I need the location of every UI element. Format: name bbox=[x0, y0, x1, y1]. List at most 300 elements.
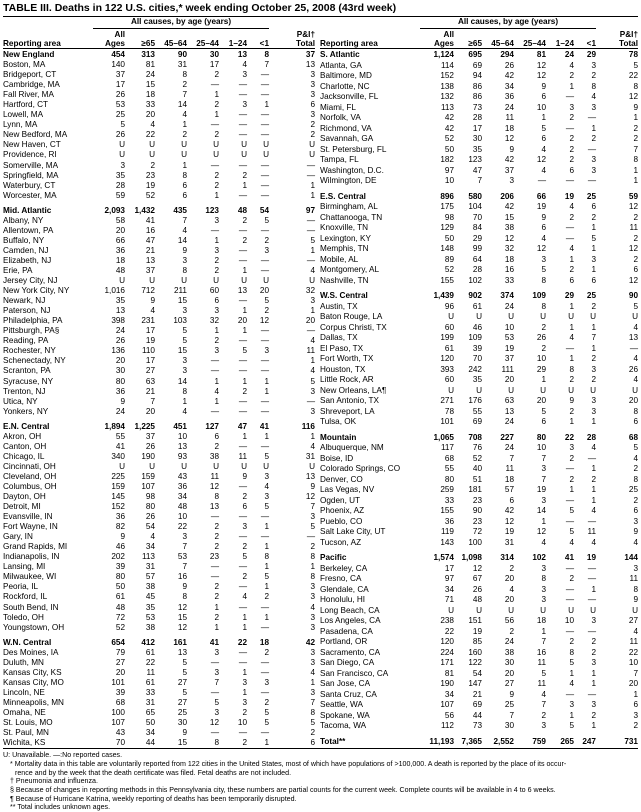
cell-a45: 15 bbox=[177, 612, 187, 622]
cell-a45: 93 bbox=[177, 451, 187, 461]
cell-a65: 47 bbox=[472, 165, 482, 175]
cell-all: 1,016 bbox=[104, 286, 125, 296]
cell-a45: 2,552 bbox=[493, 737, 514, 747]
cell-a45: 37 bbox=[504, 354, 514, 364]
cell-pi: 4 bbox=[310, 336, 315, 346]
cell-all: 140 bbox=[111, 60, 125, 70]
cell-all: 34 bbox=[444, 689, 454, 699]
city-row bbox=[3, 442, 315, 452]
cell-a1: 1 bbox=[569, 354, 574, 364]
cell-a45: 11 bbox=[505, 113, 514, 123]
cell-lt1: 3 bbox=[591, 406, 596, 416]
cell-a1: — bbox=[238, 441, 247, 451]
row-label: Sacramento, CA bbox=[320, 647, 381, 657]
city-row bbox=[3, 432, 315, 442]
cell-lt1: 6 bbox=[591, 275, 596, 285]
cell-a65: 580 bbox=[468, 191, 482, 201]
cell-a45: 15 bbox=[504, 212, 514, 222]
cell-all: 155 bbox=[440, 275, 454, 285]
cell-a65: 70 bbox=[472, 212, 482, 222]
cell-a25: 2 bbox=[214, 130, 219, 140]
cell-a1: 3 bbox=[242, 70, 247, 80]
cell-all: 39 bbox=[115, 687, 125, 697]
cell-a65: 41 bbox=[145, 215, 155, 225]
cell-pi: 2 bbox=[633, 254, 638, 264]
city-row bbox=[320, 496, 638, 506]
cell-all: 224 bbox=[440, 647, 454, 657]
cell-all: 79 bbox=[115, 647, 125, 657]
cell-lt1: — bbox=[587, 595, 596, 605]
cell-all: 132 bbox=[440, 92, 454, 102]
cell-a1: 1 bbox=[242, 306, 247, 316]
city-row bbox=[3, 623, 315, 633]
cell-a25: 4 bbox=[214, 386, 219, 396]
cell-a45: 14 bbox=[177, 100, 187, 110]
cell-pi: — bbox=[306, 255, 315, 265]
cell-pi: 2 bbox=[310, 542, 315, 552]
cell-a45: 103 bbox=[173, 316, 187, 326]
cell-lt1: 1 bbox=[264, 376, 269, 386]
cell-a45: 294 bbox=[500, 50, 514, 60]
row-label: Gary, IN bbox=[3, 532, 33, 542]
row-label: Philadelphia, PA bbox=[3, 316, 63, 326]
row-label: Bridgeport, CT bbox=[3, 70, 57, 80]
cell-all: 340 bbox=[111, 451, 125, 461]
row-label: New Orleans, LA¶ bbox=[320, 385, 387, 395]
cell-a65: 31 bbox=[145, 697, 155, 707]
cell-a45: U bbox=[508, 312, 514, 322]
cell-pi: 2 bbox=[633, 123, 638, 133]
cell-a1: — bbox=[565, 176, 574, 186]
cell-a1: — bbox=[238, 245, 247, 255]
cell-lt1: 1 bbox=[591, 265, 596, 275]
row-label: Minneapolis, MN bbox=[3, 697, 64, 707]
cell-pi: 20 bbox=[628, 396, 638, 406]
cell-a1: 13 bbox=[237, 286, 247, 296]
cell-a25: 7 bbox=[541, 700, 546, 710]
cell-a25: 17 bbox=[209, 60, 219, 70]
cell-a25: 3 bbox=[214, 667, 219, 677]
cell-a65: 54 bbox=[472, 668, 482, 678]
cell-a45: 12 bbox=[504, 516, 514, 526]
cell-pi: 6 bbox=[633, 265, 638, 275]
cell-lt1: 2 bbox=[591, 710, 596, 720]
cell-a65: 35 bbox=[145, 602, 155, 612]
cell-a45: 6 bbox=[182, 190, 187, 200]
row-label: W.N. Central bbox=[3, 637, 52, 647]
cell-a45: 10 bbox=[177, 512, 187, 522]
row-label: Honolulu, HI bbox=[320, 595, 366, 605]
cell-a1: 1 bbox=[569, 710, 574, 720]
col-header-all-ages-right: All Ages bbox=[420, 29, 454, 49]
cell-all: 1,439 bbox=[433, 291, 454, 301]
cell-a65: 181 bbox=[468, 485, 482, 495]
cell-a25: 23 bbox=[209, 552, 219, 562]
cell-a65: 33 bbox=[145, 687, 155, 697]
cell-lt1: 2 bbox=[591, 375, 596, 385]
cell-lt1: 2 bbox=[264, 647, 269, 657]
cell-pi: 4 bbox=[310, 667, 315, 677]
cell-a25: 109 bbox=[532, 291, 546, 301]
cell-a25: 5 bbox=[541, 123, 546, 133]
row-label: Grand Rapids, MI bbox=[3, 542, 68, 552]
city-row bbox=[320, 354, 638, 364]
city-row bbox=[3, 326, 315, 336]
cell-a25: — bbox=[537, 176, 546, 186]
row-label: Fall River, MA bbox=[3, 90, 54, 100]
city-row bbox=[320, 648, 638, 658]
cell-a25: 5 bbox=[214, 697, 219, 707]
city-row bbox=[3, 502, 315, 512]
cell-a25: 2 bbox=[214, 265, 219, 275]
cell-pi: 25 bbox=[628, 485, 638, 495]
cell-all: U bbox=[448, 312, 454, 322]
cell-a65: 61 bbox=[472, 301, 482, 311]
cell-a1: 29 bbox=[564, 291, 574, 301]
city-row bbox=[320, 407, 638, 417]
cell-lt1: 2 bbox=[591, 354, 596, 364]
cell-a65: 48 bbox=[472, 595, 482, 605]
city-row bbox=[3, 482, 315, 492]
cell-a45: 42 bbox=[504, 155, 514, 165]
cell-lt1: 7 bbox=[591, 333, 596, 343]
cell-all: 48 bbox=[115, 602, 125, 612]
cell-all: 39 bbox=[115, 562, 125, 572]
cell-all: 225 bbox=[111, 471, 125, 481]
cell-a65: 109 bbox=[468, 333, 482, 343]
right-table-body bbox=[320, 49, 638, 749]
cell-a1: 13 bbox=[237, 50, 247, 59]
row-label: San Jose, CA bbox=[320, 679, 371, 689]
city-row bbox=[3, 542, 315, 552]
cell-pi: 3 bbox=[310, 406, 315, 416]
cell-a65: 70 bbox=[472, 354, 482, 364]
cell-a65: 47 bbox=[145, 235, 155, 245]
cell-a45: 30 bbox=[504, 721, 514, 731]
cell-all: 117 bbox=[440, 443, 454, 453]
cell-a25: 3 bbox=[541, 495, 546, 505]
cell-a25: 102 bbox=[532, 553, 546, 563]
cell-a1: 6 bbox=[569, 165, 574, 175]
cell-a45: 42 bbox=[504, 506, 514, 516]
cell-pi: 731 bbox=[624, 737, 638, 747]
footnote: U: Unavailable. —:No reported cases. bbox=[3, 751, 123, 760]
cell-a65: 39 bbox=[472, 343, 482, 353]
cell-a65: 85 bbox=[472, 637, 482, 647]
cell-a1: 2 bbox=[242, 235, 247, 245]
cell-all: 120 bbox=[440, 637, 454, 647]
cell-a1: — bbox=[565, 223, 574, 233]
cell-a65: 28 bbox=[472, 265, 482, 275]
row-label: Des Moines, IA bbox=[3, 647, 59, 657]
cell-a25: 3 bbox=[214, 215, 219, 225]
cell-all: 145 bbox=[111, 492, 125, 502]
cell-a25: 127 bbox=[205, 421, 219, 431]
cell-lt1: — bbox=[587, 453, 596, 463]
city-row bbox=[3, 80, 315, 90]
cell-a1: 2 bbox=[242, 386, 247, 396]
cell-a1: — bbox=[565, 464, 574, 474]
cell-a1: 1 bbox=[242, 180, 247, 190]
cell-pi: 4 bbox=[633, 322, 638, 332]
cell-a65: 86 bbox=[472, 92, 482, 102]
cell-a1: 10 bbox=[237, 718, 247, 728]
cell-pi: 22 bbox=[628, 647, 638, 657]
city-row bbox=[3, 678, 315, 688]
col-header-all-ages: All Ages bbox=[93, 29, 125, 49]
cell-pi: 13 bbox=[628, 333, 638, 343]
cell-lt1: 1 bbox=[591, 322, 596, 332]
cell-a45: 34 bbox=[504, 81, 514, 91]
cell-a45: 42 bbox=[504, 71, 514, 81]
row-label: Norfolk, VA bbox=[320, 113, 361, 123]
cell-a1: 2 bbox=[569, 406, 574, 416]
cell-lt1: 3 bbox=[591, 165, 596, 175]
cell-lt1: 2 bbox=[264, 235, 269, 245]
cell-lt1: — bbox=[260, 366, 269, 376]
cell-a1: 8 bbox=[569, 647, 574, 657]
city-row bbox=[320, 255, 638, 265]
city-row bbox=[320, 574, 638, 584]
cell-a45: 30 bbox=[504, 658, 514, 668]
cell-a25: 41 bbox=[209, 637, 219, 647]
cell-a65: 73 bbox=[472, 102, 482, 112]
cell-a45: 56 bbox=[504, 616, 514, 626]
cell-pi: 4 bbox=[633, 375, 638, 385]
cell-a25: 18 bbox=[536, 616, 546, 626]
cell-a45: 27 bbox=[177, 677, 187, 687]
cell-a1: U bbox=[568, 312, 574, 322]
cell-all: 24 bbox=[115, 406, 125, 416]
cell-all: 96 bbox=[444, 301, 454, 311]
cell-all: 238 bbox=[440, 616, 454, 626]
cell-a1: 9 bbox=[242, 471, 247, 481]
cell-a65: U bbox=[476, 605, 482, 615]
cell-all: 68 bbox=[444, 453, 454, 463]
cell-a1: — bbox=[565, 584, 574, 594]
row-label: Cleveland, OH bbox=[3, 471, 57, 481]
cell-a25: — bbox=[210, 80, 219, 90]
cell-all: 26 bbox=[115, 130, 125, 140]
cell-pi: 1 bbox=[310, 190, 315, 200]
footnote: * Mortality data in this table are voluntarily reported from 122 cities in the United States, most of which have populations of >100,000. A death is reported by the place of its occur- bbox=[10, 759, 567, 768]
cell-a25: 2 bbox=[214, 441, 219, 451]
cell-a65: 26 bbox=[145, 441, 155, 451]
row-label: Mid. Atlantic bbox=[3, 205, 52, 215]
cell-a65: 24 bbox=[145, 70, 155, 80]
cell-a45: 8 bbox=[182, 592, 187, 602]
cell-a45: U bbox=[181, 461, 187, 471]
cell-pi: 20 bbox=[628, 679, 638, 689]
cell-pi: 31 bbox=[305, 451, 315, 461]
row-label: Dayton, OH bbox=[3, 492, 46, 502]
page bbox=[3, 0, 638, 812]
cell-a65: 99 bbox=[472, 244, 482, 254]
cell-a1: 3 bbox=[242, 677, 247, 687]
row-label: Hartford, CT bbox=[3, 100, 49, 110]
cell-all: 80 bbox=[115, 572, 125, 582]
cell-lt1: 3 bbox=[591, 658, 596, 668]
city-row bbox=[3, 150, 315, 160]
cell-lt1: 5 bbox=[264, 718, 269, 728]
footnotes bbox=[3, 751, 638, 812]
cell-all: 20 bbox=[115, 356, 125, 366]
cell-a1: — bbox=[565, 495, 574, 505]
cell-a65: 65 bbox=[145, 708, 155, 717]
cell-lt1: 19 bbox=[586, 553, 596, 563]
cell-all: 61 bbox=[115, 592, 125, 602]
row-label: Utica, NY bbox=[3, 396, 38, 406]
cell-a25: 2 bbox=[214, 532, 219, 542]
cell-all: 11,193 bbox=[429, 737, 454, 747]
cell-a25: U bbox=[213, 461, 219, 471]
cell-lt1: — bbox=[260, 170, 269, 180]
cell-a25: 1 bbox=[214, 602, 219, 612]
cell-a45: 13 bbox=[177, 441, 187, 451]
cell-a65: 94 bbox=[472, 71, 482, 81]
row-label: Dallas, TX bbox=[320, 333, 358, 343]
cell-a1: 2 bbox=[569, 155, 574, 165]
cell-pi: 2 bbox=[633, 495, 638, 505]
cell-all: 171 bbox=[440, 658, 454, 668]
cell-pi: 5 bbox=[310, 376, 315, 386]
row-label: Toledo, OH bbox=[3, 612, 44, 622]
cell-a45: 5 bbox=[182, 336, 187, 346]
cell-a1: 2 bbox=[242, 215, 247, 225]
cell-pi: 5 bbox=[633, 443, 638, 453]
cell-pi: 1 bbox=[310, 677, 315, 687]
cell-a25: 9 bbox=[541, 212, 546, 222]
city-row bbox=[320, 134, 638, 144]
row-label: Fort Wayne, IN bbox=[3, 522, 58, 532]
cell-a25: 3 bbox=[214, 306, 219, 316]
cell-a45: 206 bbox=[500, 191, 514, 201]
cell-all: 119 bbox=[440, 527, 454, 537]
city-row bbox=[3, 256, 315, 266]
cell-a65: 313 bbox=[141, 50, 155, 59]
cell-a65: 4 bbox=[150, 306, 155, 316]
city-row bbox=[3, 728, 315, 738]
cell-a65: 21 bbox=[145, 386, 155, 396]
cell-a45: 4 bbox=[182, 225, 187, 235]
cell-a65: 122 bbox=[468, 658, 482, 668]
cell-pi: 9 bbox=[633, 527, 638, 537]
cell-pi: 4 bbox=[633, 537, 638, 547]
cell-a45: 451 bbox=[173, 421, 187, 431]
cell-a45: 24 bbox=[504, 417, 514, 427]
cell-lt1: 4 bbox=[591, 92, 596, 102]
cell-lt1: 1 bbox=[591, 223, 596, 233]
cell-pi: 3 bbox=[310, 687, 315, 697]
cell-all: 36 bbox=[115, 386, 125, 396]
cell-a25: 12 bbox=[536, 71, 546, 81]
cell-a65: 159 bbox=[141, 471, 155, 481]
cell-lt1: — bbox=[260, 130, 269, 140]
cell-a65: 81 bbox=[145, 60, 155, 70]
row-label: W.S. Central bbox=[320, 291, 368, 301]
cell-all: 155 bbox=[440, 506, 454, 516]
cell-all: 1,894 bbox=[104, 421, 125, 431]
cell-a1: 5 bbox=[242, 552, 247, 562]
city-row bbox=[320, 123, 638, 133]
cell-a45: 18 bbox=[504, 254, 514, 264]
row-label: St. Petersburg, FL bbox=[320, 144, 387, 154]
right-table bbox=[320, 17, 638, 748]
cell-lt1: — bbox=[587, 144, 596, 154]
cell-all: 30 bbox=[115, 366, 125, 376]
cell-lt1: 2 bbox=[591, 647, 596, 657]
cell-a1: — bbox=[238, 602, 247, 612]
cell-a45: 32 bbox=[504, 244, 514, 254]
cell-a1: — bbox=[238, 296, 247, 306]
cell-a1: 48 bbox=[237, 205, 247, 215]
cell-pi: 1 bbox=[633, 165, 638, 175]
cell-pi: 8 bbox=[310, 572, 315, 582]
cell-pi: 9 bbox=[633, 595, 638, 605]
cell-lt1: U bbox=[263, 150, 269, 160]
cell-a65: 35 bbox=[472, 144, 482, 154]
cell-a65: 51 bbox=[472, 474, 482, 484]
cell-all: 26 bbox=[115, 90, 125, 100]
cell-pi: 6 bbox=[310, 738, 315, 748]
cell-a65: 34 bbox=[145, 728, 155, 738]
city-row bbox=[320, 464, 638, 474]
city-row bbox=[3, 60, 315, 70]
city-row bbox=[3, 592, 315, 602]
cell-a25: — bbox=[210, 657, 219, 667]
city-row bbox=[320, 386, 638, 396]
city-row bbox=[320, 312, 638, 322]
footnote: ** Total includes unknown ages. bbox=[10, 803, 111, 812]
col-header-65-right: ≥65 bbox=[454, 29, 482, 49]
cell-a25: 4 bbox=[541, 233, 546, 243]
cell-a45: 18 bbox=[504, 123, 514, 133]
cell-pi: 1 bbox=[310, 356, 315, 366]
row-label: Phoenix, AZ bbox=[320, 506, 365, 516]
cell-a1: 6 bbox=[569, 275, 574, 285]
row-label: Wichita, KS bbox=[3, 738, 46, 748]
cell-pi: 59 bbox=[628, 191, 638, 201]
cell-a25: 3 bbox=[541, 595, 546, 605]
city-row bbox=[320, 417, 638, 427]
cell-pi: 12 bbox=[628, 244, 638, 254]
city-row bbox=[3, 90, 315, 100]
cell-a65: 1,225 bbox=[134, 421, 155, 431]
cell-a45: 16 bbox=[177, 572, 187, 582]
cell-a65: 45 bbox=[145, 592, 155, 602]
city-row bbox=[3, 708, 315, 718]
cell-a1: 1 bbox=[242, 667, 247, 677]
cell-lt1: 2 bbox=[591, 212, 596, 222]
cell-a65: 19 bbox=[145, 336, 155, 346]
cell-lt1: U bbox=[590, 605, 596, 615]
cell-a65: 27 bbox=[145, 366, 155, 376]
region-row bbox=[3, 49, 315, 61]
cell-all: 101 bbox=[111, 677, 125, 687]
cell-a25: 6 bbox=[541, 417, 546, 427]
cell-a65: 100 bbox=[468, 537, 482, 547]
cell-pi: 8 bbox=[633, 406, 638, 416]
cell-a25: 81 bbox=[536, 50, 546, 60]
cell-lt1: — bbox=[260, 80, 269, 90]
cell-a25: 12 bbox=[536, 60, 546, 70]
cell-a45: 4 bbox=[182, 110, 187, 120]
city-row bbox=[3, 658, 315, 668]
cell-a1: 1 bbox=[242, 376, 247, 386]
cell-lt1: 4 bbox=[591, 506, 596, 516]
cell-lt1: 3 bbox=[591, 700, 596, 710]
row-label: Indianapolis, IN bbox=[3, 552, 60, 562]
